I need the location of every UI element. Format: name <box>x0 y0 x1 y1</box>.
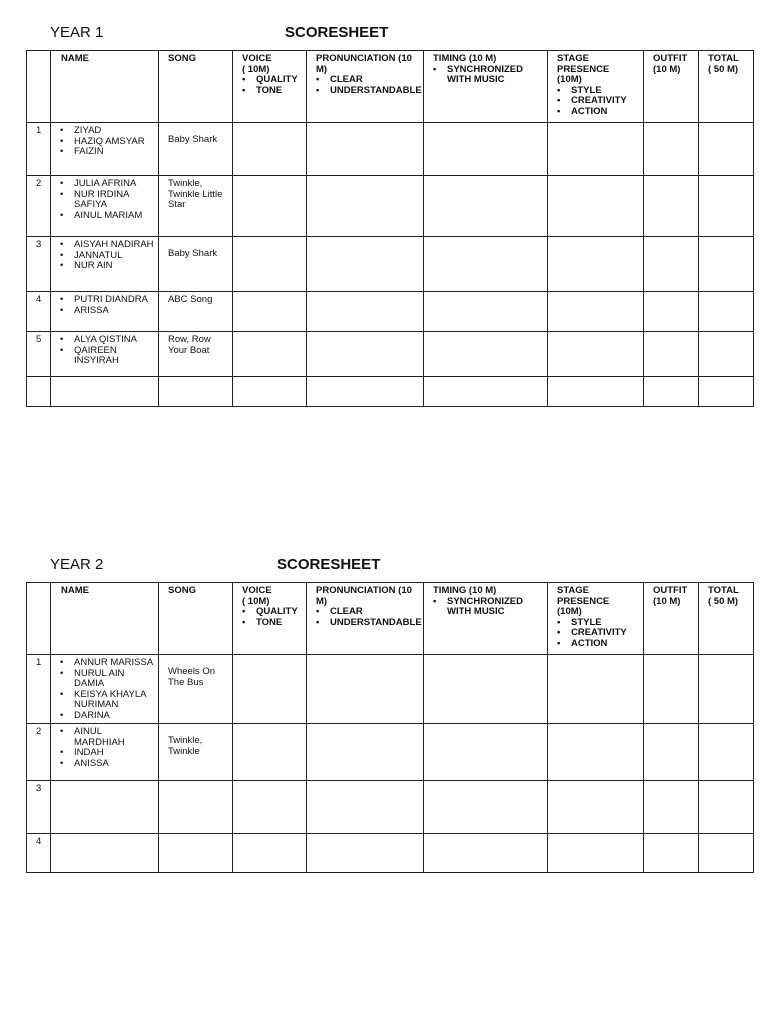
song-cell: Twinkle, Twinkle Little Star <box>159 176 233 237</box>
stage-presence-score-cell[interactable] <box>548 781 644 834</box>
pronunciation-score-cell[interactable] <box>307 655 424 724</box>
names-cell <box>51 237 159 292</box>
criteria-item: • CREATIVITY <box>557 628 639 639</box>
criteria-item: • TONE <box>242 86 302 97</box>
scoresheet-section <box>26 556 753 873</box>
names-cell <box>51 655 159 724</box>
col-name-header-label: NAME <box>61 53 89 64</box>
col-stage-presence-header-criteria <box>557 618 639 650</box>
criteria-item: • TONE <box>242 618 302 629</box>
table-row <box>27 292 754 332</box>
col-stage-presence-header <box>548 51 644 123</box>
student-name: • NUR AIN <box>60 261 154 272</box>
header-row <box>27 583 754 655</box>
col-total-header <box>699 51 754 123</box>
names-list <box>60 727 154 769</box>
scoresheet-section <box>26 24 753 407</box>
col-voice-header-criteria <box>242 75 302 96</box>
song-cell: Twinkle, Twinkle <box>159 724 233 781</box>
outfit-score-cell[interactable] <box>644 781 699 834</box>
col-stage-presence-header-criteria <box>557 86 639 118</box>
voice-score-cell[interactable] <box>233 332 307 377</box>
row-number: 3 <box>27 237 51 292</box>
names-cell <box>51 292 159 332</box>
section-header <box>26 24 753 50</box>
outfit-score-cell[interactable] <box>644 332 699 377</box>
timing-score-cell[interactable] <box>424 332 548 377</box>
col-name-header <box>51 583 159 655</box>
outfit-score-cell[interactable] <box>644 655 699 724</box>
col-stage-presence-header-label: STAGE PRESENCE (10M) <box>557 53 610 85</box>
scoresheet-title: SCORESHEET <box>285 24 389 41</box>
pronunciation-score-cell[interactable] <box>307 834 424 873</box>
student-name: • KEISYA KHAYLA NURIMAN <box>60 690 154 711</box>
names-list <box>60 658 154 721</box>
student-name: • QAIREEN INSYIRAH <box>60 346 154 367</box>
names-cell <box>51 781 159 834</box>
table-row <box>27 176 754 237</box>
names-cell <box>51 724 159 781</box>
row-number: 1 <box>27 123 51 176</box>
row-number: 4 <box>27 292 51 332</box>
voice-score-cell[interactable] <box>233 724 307 781</box>
total-score-cell[interactable] <box>699 237 754 292</box>
total-score-cell[interactable] <box>699 176 754 237</box>
stage-presence-score-cell[interactable] <box>548 292 644 332</box>
song-cell <box>159 834 233 873</box>
col-outfit-header <box>644 583 699 655</box>
stage-presence-score-cell[interactable] <box>548 237 644 292</box>
student-name: • FAIZIN <box>60 147 154 158</box>
table-row <box>27 123 754 176</box>
col-timing-header <box>424 51 548 123</box>
criteria-item: • STYLE <box>557 618 639 629</box>
names-cell <box>51 377 159 407</box>
outfit-score-cell[interactable] <box>644 724 699 781</box>
col-outfit-header-label: OUTFIT (10 M) <box>653 585 688 607</box>
stage-presence-score-cell[interactable] <box>548 724 644 781</box>
song-cell: Row, Row Your Boat <box>159 332 233 377</box>
student-name: • ZIYAD <box>60 126 154 137</box>
timing-score-cell[interactable] <box>424 292 548 332</box>
table-row <box>27 377 754 407</box>
song-cell <box>159 781 233 834</box>
year-label: YEAR 2 <box>50 556 104 573</box>
outfit-score-cell[interactable] <box>644 377 699 407</box>
timing-score-cell[interactable] <box>424 377 548 407</box>
criteria-item: • CLEAR <box>316 75 419 86</box>
total-score-cell[interactable] <box>699 332 754 377</box>
col-outfit-header-label: OUTFIT (10 M) <box>653 53 688 75</box>
col-voice-header <box>233 583 307 655</box>
pronunciation-score-cell[interactable] <box>307 176 424 237</box>
voice-score-cell[interactable] <box>233 377 307 407</box>
outfit-score-cell[interactable] <box>644 834 699 873</box>
col-pronunciation-header-label: PRONUNCIATION (10 M) <box>316 585 412 607</box>
total-score-cell[interactable] <box>699 834 754 873</box>
criteria-item: • CREATIVITY <box>557 96 639 107</box>
table-row <box>27 237 754 292</box>
stage-presence-score-cell[interactable] <box>548 123 644 176</box>
col-timing-header <box>424 583 548 655</box>
names-list <box>60 179 154 221</box>
names-cell <box>51 834 159 873</box>
criteria-item: • ACTION <box>557 107 639 118</box>
song-cell: Baby Shark <box>159 237 233 292</box>
student-name: • AINUL MARDHIAH <box>60 727 154 748</box>
row-number: 5 <box>27 332 51 377</box>
outfit-score-cell[interactable] <box>644 292 699 332</box>
voice-score-cell[interactable] <box>233 176 307 237</box>
table-row <box>27 724 754 781</box>
col-song-header <box>159 51 233 123</box>
student-name: • JANNATUL <box>60 251 154 262</box>
student-name: • ALYA QISTINA <box>60 335 154 346</box>
row-number: 1 <box>27 655 51 724</box>
col-voice-header-label: VOICE ( 10M) <box>242 585 272 607</box>
total-score-cell[interactable] <box>699 123 754 176</box>
timing-score-cell[interactable] <box>424 724 548 781</box>
row-number: 2 <box>27 724 51 781</box>
pronunciation-score-cell[interactable] <box>307 724 424 781</box>
pronunciation-score-cell[interactable] <box>307 237 424 292</box>
student-name: • ANNUR MARISSA <box>60 658 154 669</box>
total-score-cell[interactable] <box>699 781 754 834</box>
names-cell <box>51 332 159 377</box>
timing-score-cell[interactable] <box>424 123 548 176</box>
voice-score-cell[interactable] <box>233 237 307 292</box>
student-name: • HAZIQ AMSYAR <box>60 137 154 148</box>
pronunciation-score-cell[interactable] <box>307 292 424 332</box>
col-timing-header-criteria <box>433 65 543 86</box>
voice-score-cell[interactable] <box>233 123 307 176</box>
table-row <box>27 332 754 377</box>
header-row <box>27 51 754 123</box>
col-timing-header-label: TIMING (10 M) <box>433 53 497 64</box>
col-song-header-label: SONG <box>168 585 196 596</box>
total-score-cell[interactable] <box>699 724 754 781</box>
song-cell <box>159 377 233 407</box>
student-name: • JULIA AFRINA <box>60 179 154 190</box>
table-row <box>27 655 754 724</box>
col-pronunciation-header <box>307 51 424 123</box>
stage-presence-score-cell[interactable] <box>548 834 644 873</box>
row-number: 3 <box>27 781 51 834</box>
criteria-item: • SYNCHRONIZED WITH MUSIC <box>433 597 543 618</box>
names-list <box>60 240 154 272</box>
names-cell <box>51 123 159 176</box>
total-score-cell[interactable] <box>699 377 754 407</box>
col-total-header <box>699 583 754 655</box>
table-row <box>27 781 754 834</box>
pronunciation-score-cell[interactable] <box>307 123 424 176</box>
row-number <box>27 377 51 407</box>
song-cell: Wheels On The Bus <box>159 655 233 724</box>
score-table <box>26 50 754 407</box>
col-number-header <box>27 583 51 655</box>
col-voice-header <box>233 51 307 123</box>
row-number: 2 <box>27 176 51 237</box>
col-timing-header-criteria <box>433 597 543 618</box>
names-list <box>60 335 154 367</box>
col-total-header-label: TOTAL ( 50 M) <box>708 585 739 607</box>
outfit-score-cell[interactable] <box>644 237 699 292</box>
student-name: • INDAH <box>60 748 154 759</box>
criteria-item: • UNDERSTANDABLE <box>316 86 419 97</box>
timing-score-cell[interactable] <box>424 176 548 237</box>
criteria-item: • SYNCHRONIZED WITH MUSIC <box>433 65 543 86</box>
pronunciation-score-cell[interactable] <box>307 781 424 834</box>
criteria-item: • ACTION <box>557 639 639 650</box>
timing-score-cell[interactable] <box>424 237 548 292</box>
criteria-item: • STYLE <box>557 86 639 97</box>
criteria-item: • CLEAR <box>316 607 419 618</box>
col-number-header <box>27 51 51 123</box>
total-score-cell[interactable] <box>699 655 754 724</box>
voice-score-cell[interactable] <box>233 834 307 873</box>
names-list <box>60 295 154 316</box>
col-pronunciation-header-criteria <box>316 606 422 628</box>
col-pronunciation-header <box>307 583 424 655</box>
student-name: • NURUL AIN DAMIA <box>60 669 154 690</box>
score-table <box>26 582 754 873</box>
col-stage-presence-header-label: STAGE PRESENCE (10M) <box>557 585 610 617</box>
col-outfit-header <box>644 51 699 123</box>
col-voice-header-label: VOICE ( 10M) <box>242 53 272 75</box>
row-number: 4 <box>27 834 51 873</box>
pronunciation-score-cell[interactable] <box>307 377 424 407</box>
student-name: • DARINA <box>60 711 154 722</box>
scoresheet-title: SCORESHEET <box>277 556 381 573</box>
criteria-item: • QUALITY <box>242 607 302 618</box>
stage-presence-score-cell[interactable] <box>548 176 644 237</box>
stage-presence-score-cell[interactable] <box>548 655 644 724</box>
student-name: • ARISSA <box>60 306 154 317</box>
song-cell: Baby Shark <box>159 123 233 176</box>
voice-score-cell[interactable] <box>233 655 307 724</box>
col-song-header-label: SONG <box>168 53 196 64</box>
names-list <box>60 126 154 158</box>
student-name: • PUTRI DIANDRA <box>60 295 154 306</box>
table-row <box>27 834 754 873</box>
stage-presence-score-cell[interactable] <box>548 332 644 377</box>
col-voice-header-criteria <box>242 607 302 628</box>
col-name-header <box>51 51 159 123</box>
col-pronunciation-header-criteria <box>316 74 422 96</box>
year-label: YEAR 1 <box>50 24 104 41</box>
col-timing-header-label: TIMING (10 M) <box>433 585 497 596</box>
stage-presence-score-cell[interactable] <box>548 377 644 407</box>
voice-score-cell[interactable] <box>233 781 307 834</box>
col-stage-presence-header <box>548 583 644 655</box>
section-header <box>26 556 753 582</box>
pronunciation-score-cell[interactable] <box>307 332 424 377</box>
col-pronunciation-header-label: PRONUNCIATION (10 M) <box>316 53 412 75</box>
outfit-score-cell[interactable] <box>644 123 699 176</box>
col-name-header-label: NAME <box>61 585 89 596</box>
col-total-header-label: TOTAL ( 50 M) <box>708 53 739 75</box>
total-score-cell[interactable] <box>699 292 754 332</box>
student-name: • AINUL MARIAM <box>60 211 154 222</box>
student-name: • ANISSA <box>60 759 154 770</box>
timing-score-cell[interactable] <box>424 781 548 834</box>
col-song-header <box>159 583 233 655</box>
timing-score-cell[interactable] <box>424 834 548 873</box>
timing-score-cell[interactable] <box>424 655 548 724</box>
criteria-item: • QUALITY <box>242 75 302 86</box>
names-cell <box>51 176 159 237</box>
song-cell: ABC Song <box>159 292 233 332</box>
criteria-item: • UNDERSTANDABLE <box>316 618 419 629</box>
student-name: • AISYAH NADIRAH <box>60 240 154 251</box>
voice-score-cell[interactable] <box>233 292 307 332</box>
outfit-score-cell[interactable] <box>644 176 699 237</box>
student-name: • NUR IRDINA SAFIYA <box>60 190 154 211</box>
